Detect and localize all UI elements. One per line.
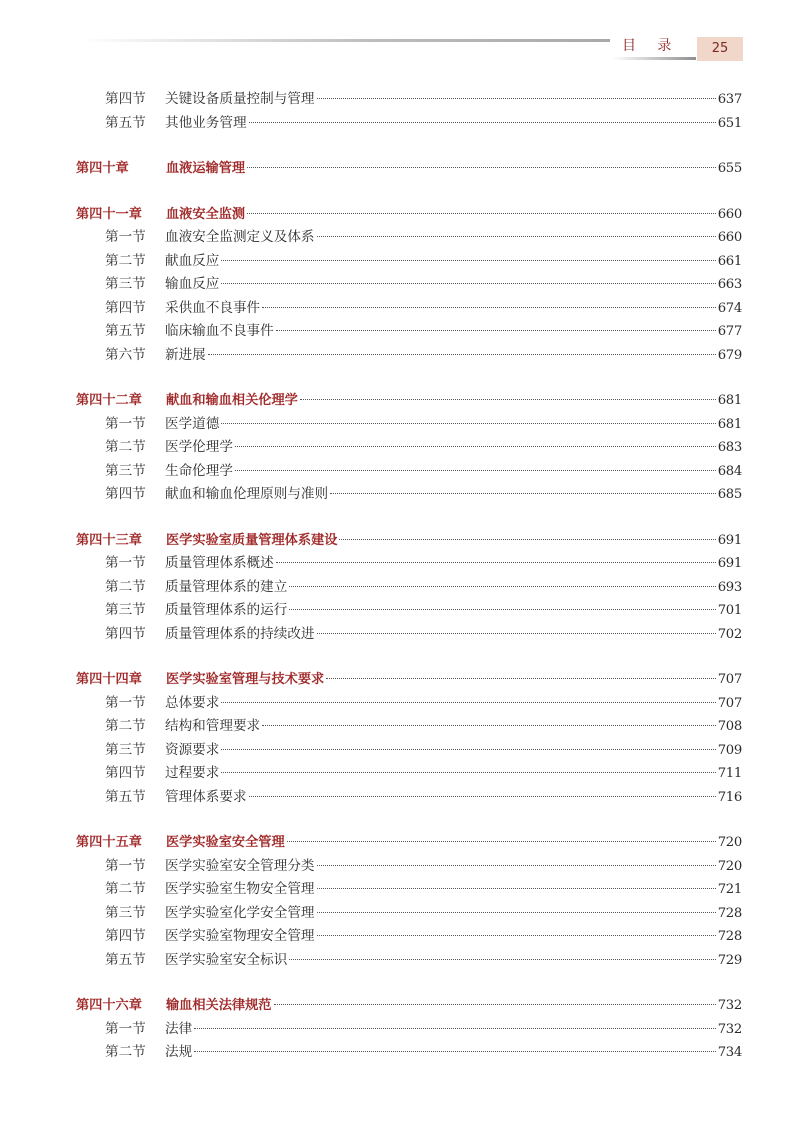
dot-leader	[317, 632, 716, 634]
toc-section-row[interactable]	[76, 88, 742, 112]
dot-leader	[289, 608, 715, 610]
page-number: 681	[717, 393, 742, 408]
page-number: 734	[717, 1045, 742, 1060]
page-number: 637	[717, 92, 742, 107]
page-number: 721	[717, 882, 742, 897]
chapter-title: 血液运输管理	[166, 161, 246, 176]
toc-section-row[interactable]	[76, 855, 742, 879]
chapter-title: 医学实验室安全管理	[166, 835, 285, 850]
section-number: 第四节	[105, 928, 146, 944]
dot-leader	[208, 353, 716, 355]
section-number: 第四节	[105, 486, 146, 502]
toc-chapter-row[interactable]	[76, 994, 742, 1018]
page-number: 707	[717, 695, 742, 711]
section-number: 第二节	[105, 252, 146, 269]
dot-leader	[221, 771, 715, 773]
toc-section-row[interactable]	[76, 344, 742, 368]
section-title: 临床输血不良事件	[165, 323, 274, 339]
section-number: 第三节	[105, 602, 146, 618]
section-number: 第一节	[105, 415, 146, 432]
section-title: 献血和输血伦理原则与准则	[165, 486, 329, 502]
page-number: 691	[717, 532, 742, 548]
toc-chapter	[76, 668, 742, 809]
section-number: 第三节	[105, 741, 146, 758]
toc-section-row[interactable]	[76, 436, 742, 460]
page-number: 701	[717, 603, 742, 618]
dot-leader	[330, 492, 716, 494]
page-number: 707	[717, 672, 742, 687]
section-title: 质量管理体系的运行	[165, 602, 288, 618]
dot-leader	[221, 282, 715, 284]
toc-section-row[interactable]	[76, 552, 742, 576]
section-number: 第五节	[105, 323, 146, 339]
dot-leader	[221, 259, 715, 261]
page-number: 732	[717, 998, 742, 1013]
toc-section-row[interactable]	[76, 786, 742, 810]
page-number: 681	[717, 416, 742, 432]
section-title: 法律	[165, 1020, 193, 1037]
dot-leader	[276, 329, 716, 331]
chapter-title: 献血和输血相关伦理学	[166, 393, 298, 408]
toc-section-row[interactable]	[76, 112, 742, 136]
section-title: 法规	[165, 1044, 193, 1060]
header-rule	[80, 39, 610, 42]
chapter-title: 输血相关法律规范	[166, 998, 272, 1013]
toc-section-row[interactable]	[76, 623, 742, 647]
section-title: 医学实验室生物安全管理	[165, 881, 315, 897]
section-number: 第一节	[105, 229, 146, 245]
toc-section-row[interactable]	[76, 576, 742, 600]
toc-section-row[interactable]	[76, 949, 742, 973]
toc-section-row[interactable]	[76, 925, 742, 949]
toc-section-row[interactable]	[76, 320, 742, 344]
chapter-number: 第四十六章	[76, 998, 142, 1013]
chapter-number: 第四十二章	[76, 393, 142, 408]
page-number: 693	[717, 579, 742, 595]
dot-leader	[221, 701, 715, 703]
toc-chapter-row[interactable]	[76, 831, 742, 855]
chapter-number: 第四十一章	[76, 206, 142, 222]
section-title: 质量管理体系的持续改进	[165, 625, 315, 642]
section-number: 第一节	[105, 857, 146, 874]
toc-section-row[interactable]	[76, 878, 742, 902]
dot-leader	[339, 538, 715, 540]
dot-leader	[249, 795, 716, 797]
toc-section-row[interactable]	[76, 1018, 742, 1042]
dot-leader	[300, 398, 716, 400]
section-title: 医学道德	[165, 415, 220, 432]
chapter-number: 第四十三章	[76, 532, 142, 548]
toc-chapter-row[interactable]	[76, 529, 742, 553]
section-number: 第五节	[105, 114, 146, 131]
page-number: 708	[717, 719, 742, 734]
page-number: 732	[717, 1021, 742, 1037]
section-number: 第一节	[105, 1020, 146, 1037]
dot-leader	[317, 911, 716, 913]
dot-leader	[221, 422, 715, 424]
page-number: 709	[717, 742, 742, 758]
section-title: 输血反应	[165, 276, 220, 292]
toc-section-row[interactable]	[76, 250, 742, 274]
section-title: 新进展	[165, 346, 206, 363]
section-number: 第一节	[105, 694, 146, 711]
dot-leader	[247, 212, 716, 214]
page-number-badge: 25	[697, 37, 743, 61]
page-number: 655	[717, 161, 742, 176]
section-number: 第一节	[105, 555, 146, 571]
page-number: 720	[717, 835, 742, 850]
page-number: 651	[717, 115, 742, 131]
dot-leader	[262, 724, 716, 726]
dot-leader	[262, 306, 716, 308]
toc-chapter-row[interactable]	[76, 389, 742, 413]
section-number: 第三节	[105, 462, 146, 479]
section-number: 第五节	[105, 788, 146, 805]
section-title: 采供血不良事件	[165, 299, 261, 316]
section-number: 第四节	[105, 765, 146, 781]
page-number: 663	[717, 277, 742, 292]
section-number: 第二节	[105, 439, 146, 455]
section-title: 医学实验室物理安全管理	[165, 928, 315, 944]
page-number: 702	[717, 626, 742, 642]
toc-chapter	[76, 157, 742, 181]
toc-section-row[interactable]	[76, 273, 742, 297]
section-title: 管理体系要求	[165, 788, 247, 805]
dot-leader	[317, 97, 716, 99]
dot-leader	[287, 840, 716, 842]
dot-leader	[194, 1050, 716, 1052]
page-number: 728	[717, 929, 742, 944]
dot-leader	[317, 934, 716, 936]
section-number: 第五节	[105, 951, 146, 968]
section-title: 医学伦理学	[165, 439, 233, 455]
page-number: 711	[717, 766, 742, 781]
section-number: 第二节	[105, 718, 146, 734]
toc-section-row[interactable]	[76, 1041, 742, 1065]
toc-chapter-row[interactable]	[76, 157, 742, 181]
section-title: 医学实验室化学安全管理	[165, 904, 315, 921]
section-number: 第四节	[105, 299, 146, 316]
section-title: 医学实验室安全标识	[165, 951, 288, 968]
dot-leader	[194, 1027, 716, 1029]
dot-leader	[249, 121, 716, 123]
page-number: 684	[717, 463, 742, 479]
dot-leader	[247, 166, 716, 168]
page-number: 729	[717, 952, 742, 968]
page-number: 720	[717, 858, 742, 874]
page-number: 728	[717, 905, 742, 921]
toc-chapter-row[interactable]	[76, 203, 742, 227]
dot-leader	[276, 561, 716, 563]
section-number: 第四节	[105, 625, 146, 642]
dot-leader	[289, 585, 715, 587]
section-title: 质量管理体系概述	[165, 555, 274, 571]
toc-section-row[interactable]	[76, 692, 742, 716]
section-title: 结构和管理要求	[165, 718, 261, 734]
toc-section-row[interactable]	[76, 762, 742, 786]
toc-section-row[interactable]	[76, 739, 742, 763]
dot-leader	[289, 958, 715, 960]
toc-chapter	[76, 203, 742, 368]
header-title: 目 录	[622, 38, 674, 54]
dot-leader	[317, 887, 716, 889]
section-title: 血液安全监测定义及体系	[165, 229, 315, 245]
toc-section-row[interactable]	[76, 599, 742, 623]
page-number: 685	[717, 487, 742, 502]
page-number: 660	[717, 206, 742, 222]
header-underline	[612, 57, 696, 60]
page-number: 661	[717, 253, 742, 269]
toc-chapter	[76, 529, 742, 647]
toc-section-row[interactable]	[76, 715, 742, 739]
section-number: 第六节	[105, 346, 146, 363]
page-number: 679	[717, 347, 742, 363]
section-number: 第三节	[105, 904, 146, 921]
toc-section-row[interactable]	[76, 460, 742, 484]
section-title: 质量管理体系的建立	[165, 578, 288, 595]
dot-leader	[317, 864, 716, 866]
toc-section-row[interactable]	[76, 297, 742, 321]
dot-leader	[326, 677, 715, 679]
chapter-number: 第四十四章	[76, 672, 142, 687]
toc-chapter	[76, 389, 742, 507]
page-number: 691	[717, 556, 742, 571]
section-number: 第二节	[105, 1044, 146, 1060]
toc-section-row[interactable]	[76, 413, 742, 437]
toc-chapter	[76, 831, 742, 972]
toc-section-row[interactable]	[76, 226, 742, 250]
chapter-title: 医学实验室管理与技术要求	[166, 672, 325, 687]
section-title: 献血反应	[165, 252, 220, 269]
page-number: 716	[717, 789, 742, 805]
section-title: 生命伦理学	[165, 462, 233, 479]
chapter-title: 血液安全监测	[166, 206, 246, 222]
chapter-title: 医学实验室质量管理体系建设	[166, 532, 338, 548]
section-title: 过程要求	[165, 765, 220, 781]
page-number: 683	[717, 440, 742, 455]
section-number: 第二节	[105, 881, 146, 897]
toc-chapter-row[interactable]	[76, 668, 742, 692]
table-of-contents	[76, 88, 742, 1087]
section-title: 其他业务管理	[165, 114, 247, 131]
section-title: 关键设备质量控制与管理	[165, 91, 315, 107]
dot-leader	[235, 445, 716, 447]
toc-chapter	[76, 88, 742, 135]
section-title: 资源要求	[165, 741, 220, 758]
dot-leader	[235, 469, 716, 471]
chapter-number: 第四十章	[76, 161, 129, 176]
toc-chapter	[76, 994, 742, 1065]
page-number: 660	[717, 230, 742, 245]
toc-section-row[interactable]	[76, 483, 742, 507]
dot-leader	[274, 1003, 716, 1005]
section-title: 总体要求	[165, 694, 220, 711]
dot-leader	[221, 748, 715, 750]
page-number: 677	[717, 324, 742, 339]
chapter-number: 第四十五章	[76, 835, 142, 850]
section-number: 第二节	[105, 578, 146, 595]
toc-section-row[interactable]	[76, 902, 742, 926]
dot-leader	[317, 235, 716, 237]
section-number: 第四节	[105, 91, 146, 107]
page-number: 674	[717, 300, 742, 316]
section-number: 第三节	[105, 276, 146, 292]
section-title: 医学实验室安全管理分类	[165, 857, 315, 874]
